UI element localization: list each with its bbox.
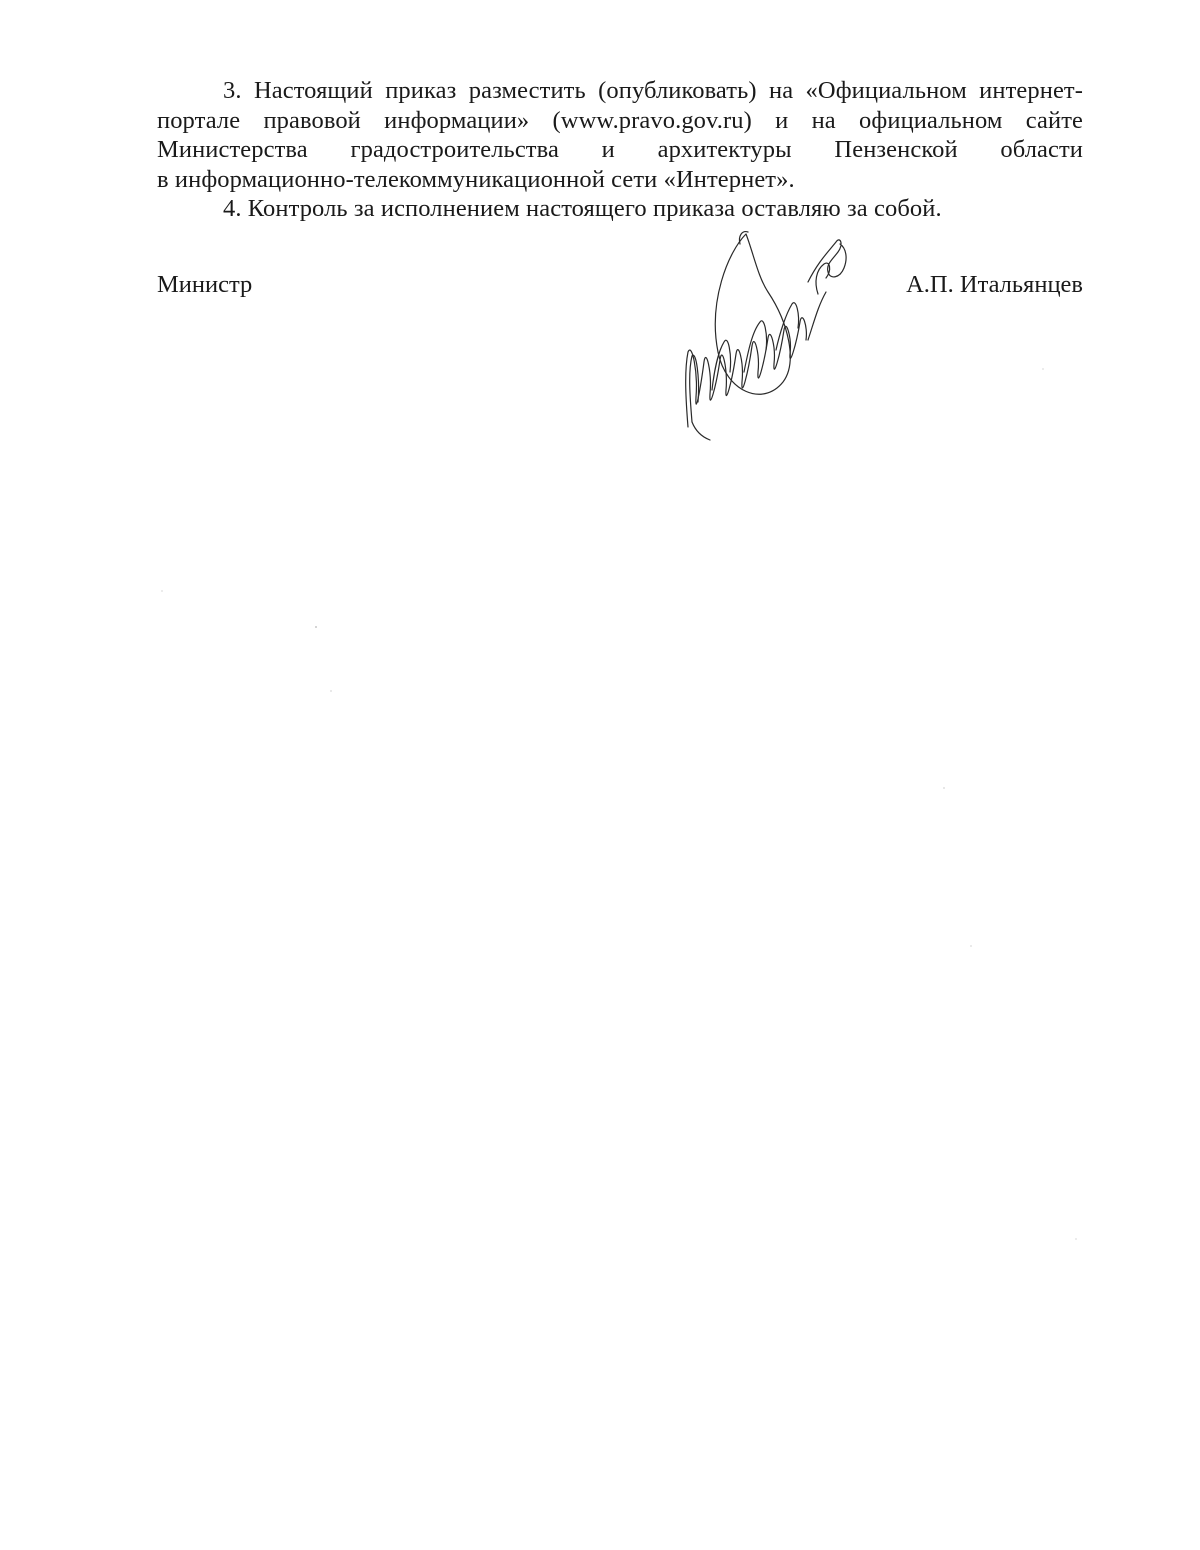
paragraph-4: 4. Контроль за исполнением настоящего приказа оставляю за собой. xyxy=(223,195,942,222)
scan-speck xyxy=(970,945,972,947)
scan-speck xyxy=(161,590,163,592)
scan-speck xyxy=(1042,368,1044,370)
paragraph-3-line-2: портале правовой информации» (www.pravo.gov.ru) и на официальном сайте xyxy=(157,106,1083,134)
scan-speck xyxy=(330,690,332,692)
signatory-position: Министр xyxy=(157,271,253,298)
scan-speck xyxy=(943,787,945,789)
paragraph-3-line-4: в информационно-телекоммуникационной сети «Интернет». xyxy=(157,165,795,193)
signature-icon xyxy=(668,222,868,452)
scan-speck xyxy=(1075,1238,1077,1240)
signatory-name: А.П. Итальянцев xyxy=(906,271,1083,298)
paragraph-3-line-1: 3. Настоящий приказ разместить (опубликовать) на «Официальном интернет- xyxy=(223,77,1083,104)
document-body xyxy=(157,76,1083,224)
paragraph-3-line-3: Министерства градостроительства и архитектуры Пензенской области xyxy=(157,136,1083,163)
scan-speck xyxy=(315,626,317,628)
